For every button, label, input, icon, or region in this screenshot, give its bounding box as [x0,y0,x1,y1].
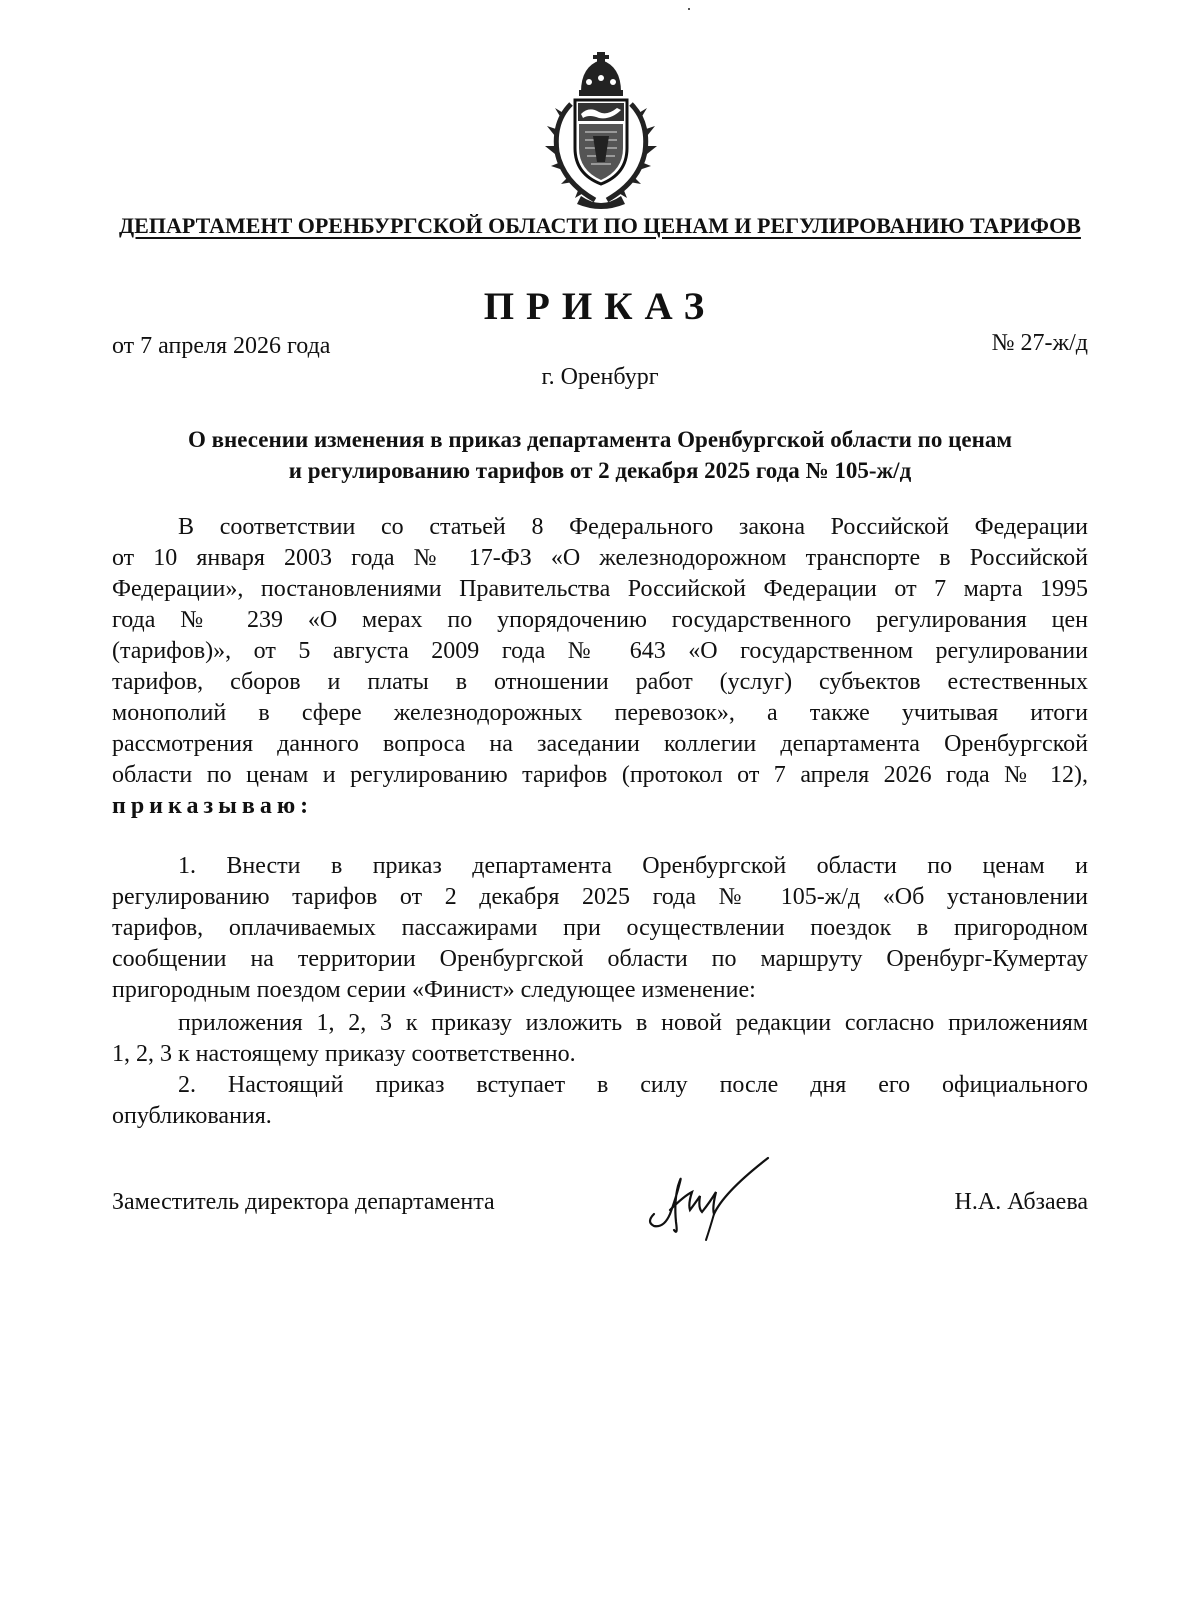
subject-line: и регулированию тарифов от 2 декабря 2025 года № 105-ж/д [288,458,912,483]
coat-of-arms-icon [537,52,665,210]
text-line: регулированию тарифов от 2 декабря 2025 года № 105-ж/д «Об установлении [112,884,1088,910]
text-line: сообщении на территории Оренбургской области по маршруту Оренбург-Кумертау [112,946,1088,972]
text-line: тарифов, сборов и платы в отношении работ (услуг) субъектов естественных [112,669,1088,695]
text-line: тарифов, оплачиваемых пассажирами при осуществлении поездок в пригородном [112,915,1088,941]
subject-line: О внесении изменения в приказ департамента Оренбургской области по ценам [187,427,1013,452]
text-line: приложения 1, 2, 3 к приказу изложить в новой редакции согласно приложениям [178,1010,1088,1036]
text-line: 1. Внести в приказ департамента Оренбургской области по ценам и [178,853,1088,879]
order-date: от 7 апреля 2026 года [112,333,331,359]
text-line: В соответствии со статьей 8 Федерального закона Российской Федерации [178,514,1088,540]
item-2-paragraph [112,1070,1088,1132]
scan-speck [688,8,690,10]
signatory-position: Заместитель директора департамента [112,1189,495,1215]
text-line: 1, 2, 3 к настоящему приказу соответственно. [112,1041,576,1067]
text-line: монополий в сфере железнодорожных перевозок», а также учитывая итоги [112,700,1088,726]
order-number: № 27-ж/д [991,330,1088,356]
department-name: ДЕПАРТАМЕНТ ОРЕНБУРГСКОЙ ОБЛАСТИ ПО ЦЕНАМ И РЕГУЛИРОВАНИЮ ТАРИФОВ [119,213,1081,238]
text-line: Федерации», постановлениями Правительства Российской Федерации от 7 марта 1995 [112,576,1088,602]
text-line: от 10 января 2003 года № 17-ФЗ «О железнодорожном транспорте в Российской [112,545,1088,571]
text-line: рассмотрения данного вопроса на заседании коллегии департамента Оренбургской [112,731,1088,757]
item-1-paragraph [112,851,1088,1006]
order-city: г. Оренбург [541,364,659,390]
text-line: 2. Настоящий приказ вступает в силу после дня его официального [178,1072,1088,1098]
handwritten-signature-icon [640,1152,780,1242]
item-1-sub-paragraph [112,1008,1088,1070]
text-line: пригородным поездом серии «Финист» следующее изменение: [112,977,756,1003]
text-line: опубликования. [112,1103,272,1129]
preamble-paragraph [112,512,1088,822]
order-subject [112,424,1088,486]
decree-word: приказываю: [112,793,314,819]
text-line: области по ценам и регулированию тарифов (протокол от 7 апреля 2026 года № 12), [112,762,1088,788]
signatory-name: Н.А. Абзаева [954,1189,1088,1215]
text-line: года № 239 «О мерах по упорядочению государственного регулирования цен [112,607,1088,633]
text-line: (тарифов)», от 5 августа 2009 года № 643 «О государственном регулировании [112,638,1088,664]
order-title: ПРИКАЗ [483,285,717,328]
